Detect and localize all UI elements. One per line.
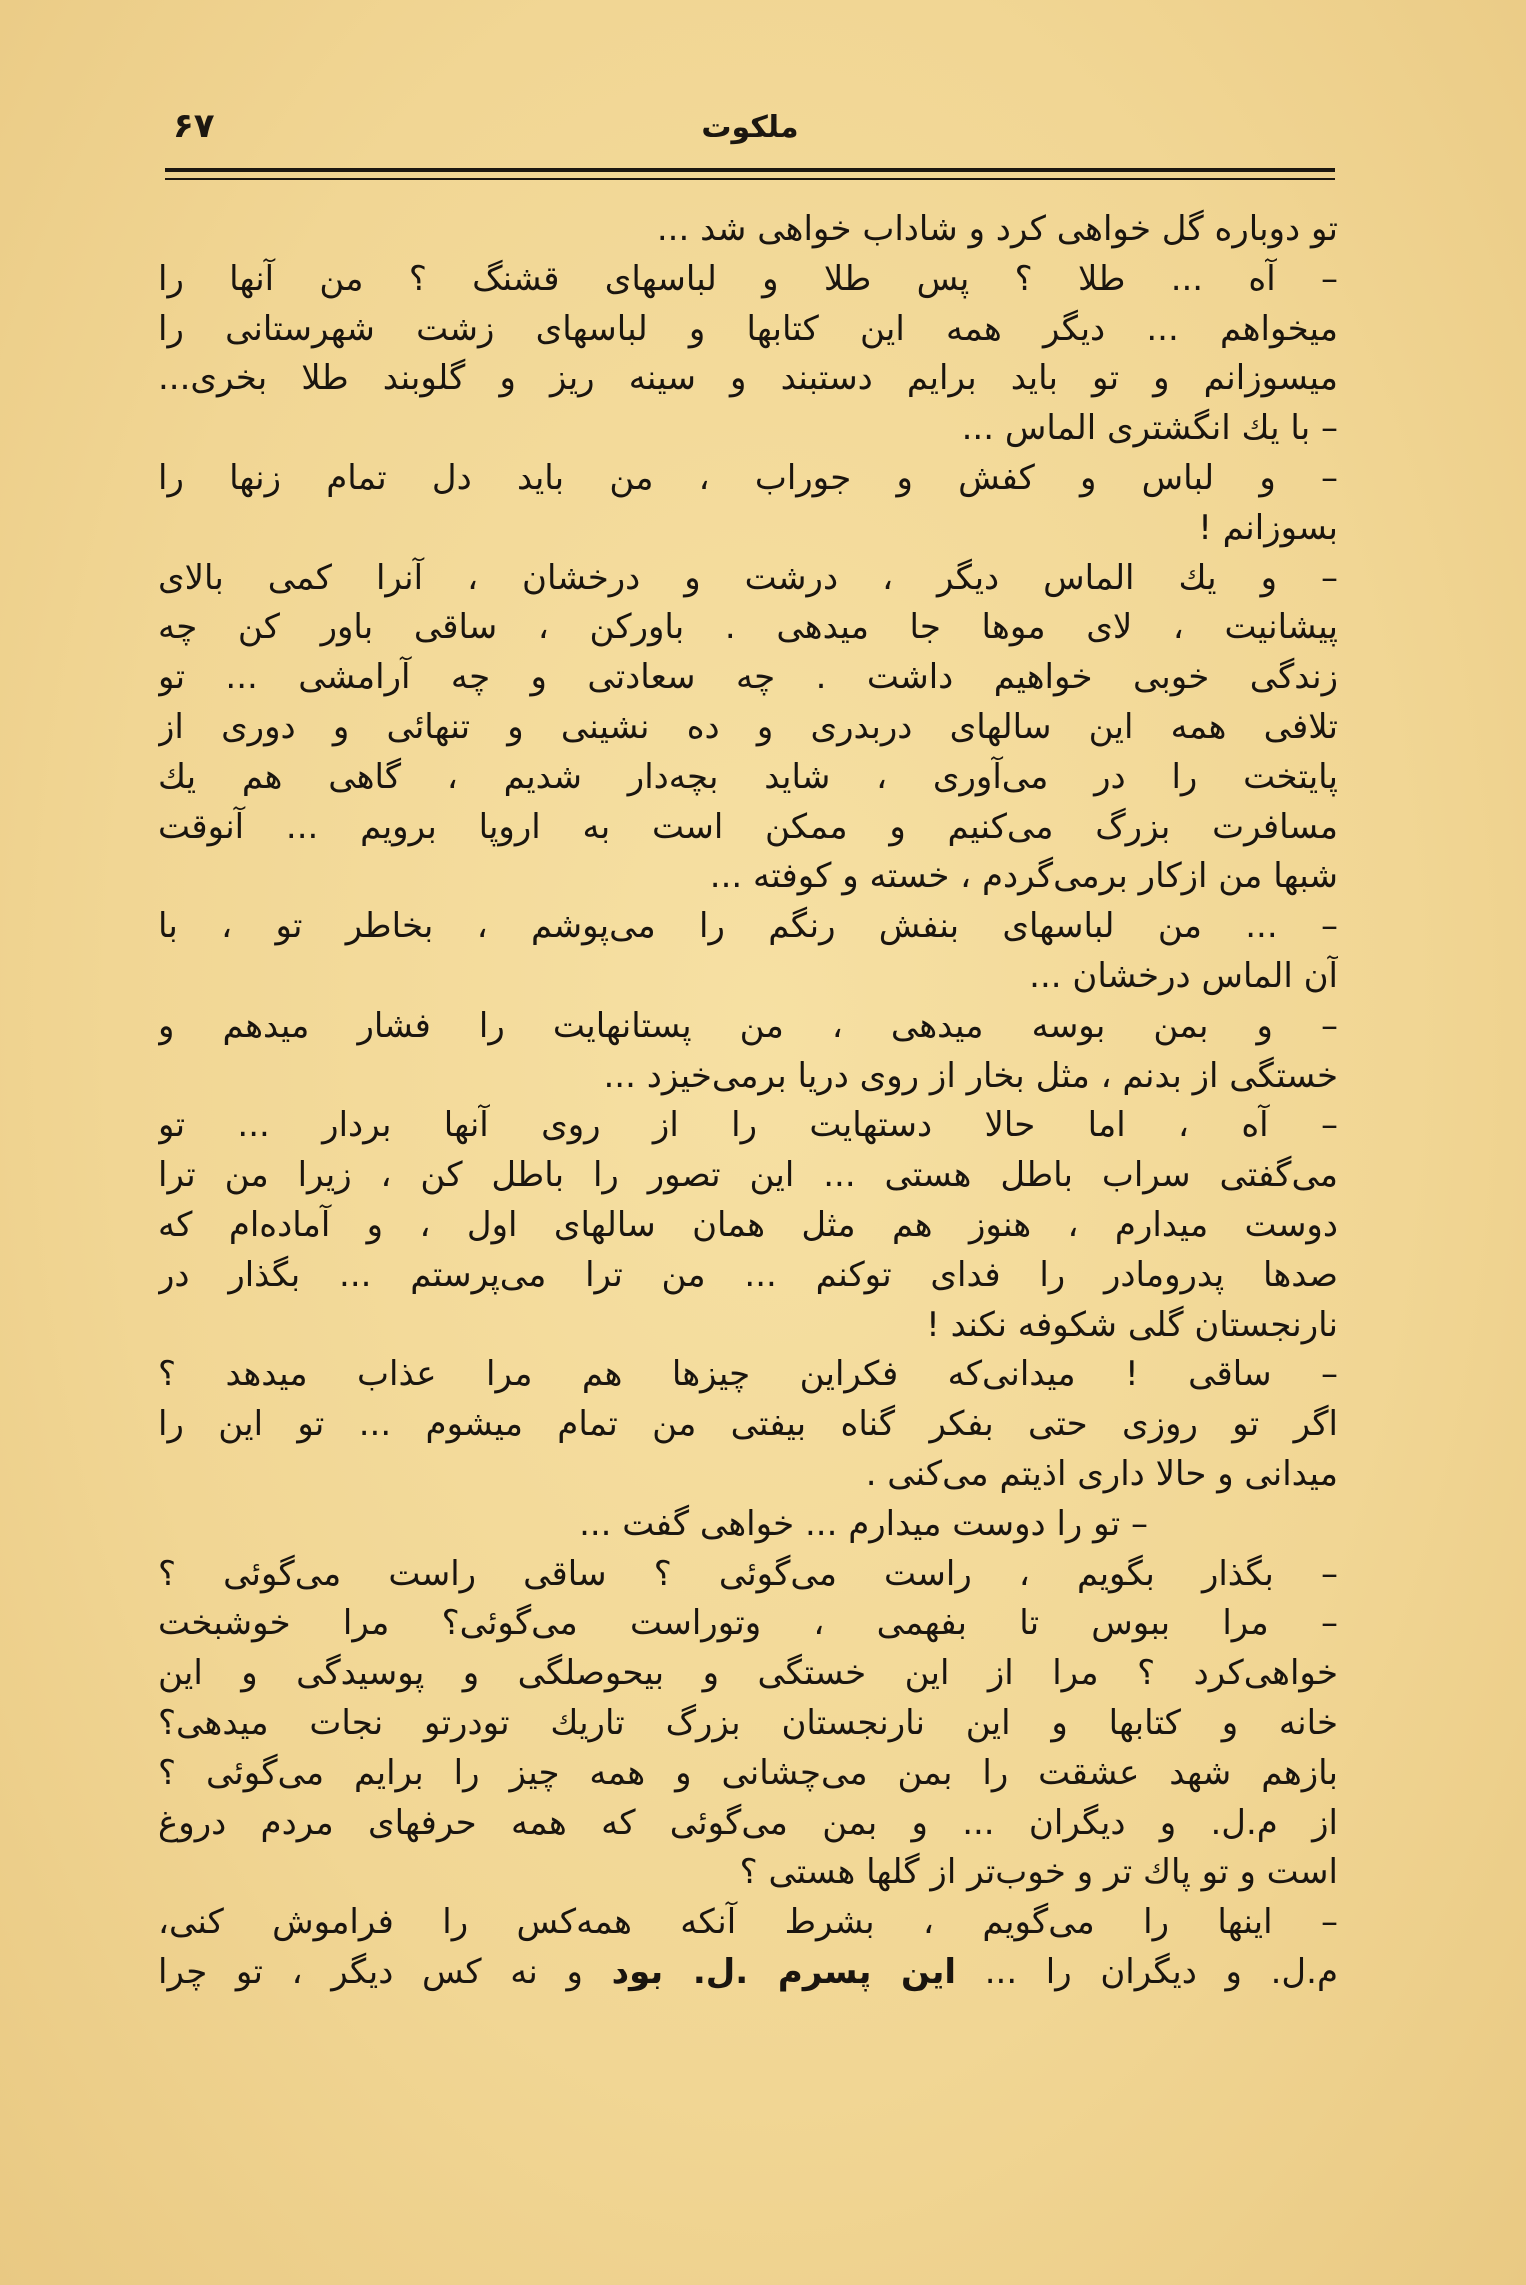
text-line: پایتخت را در می‌آوری ، شاید بچه‌دار شدیم ، گاهی هم یك — [158, 756, 1338, 797]
text-line: خواهی‌کرد ؟ مرا از این خستگی و بیحوصلگی و پوسیدگی و این — [158, 1653, 1338, 1694]
last-line-bold: این پسرم .ل. بود — [611, 1951, 957, 1992]
text-line: میخواهم ... دیگر همه این کتابها و لباسهای زشت شهرستانی را — [158, 308, 1338, 349]
running-title: ملکوت — [701, 110, 799, 145]
body-text — [158, 205, 1338, 1998]
text-line: پیشانیت ، لای موها جا میدهی . باورکن ، ساقی باور کن چه — [158, 607, 1338, 648]
text-line: نارنجستان گلی شکوفه نکند ! — [926, 1304, 1338, 1345]
text-line: است و تو پاك تر و خوب‌تر از گلها هستی ؟ — [739, 1852, 1338, 1893]
header-rule-thin — [165, 178, 1335, 180]
text-line: از م.ل. و دیگران ... و بمن می‌گوئی که همه حرفهای مردم دروغ — [158, 1802, 1338, 1843]
text-line: – با یك انگشتری الماس ... — [961, 408, 1338, 449]
text-line: خستگی از بدنم ، مثل بخار از روی دریا برمی‌خیزد ... — [603, 1055, 1338, 1096]
text-line: تلافی همه این سالهای دربدری و ده نشینی و تنهائی و دوری از — [158, 706, 1338, 747]
text-line: اگر تو روزی حتی بفکر گناه بیفتی من تمام میشوم ... تو این را — [158, 1404, 1338, 1445]
text-line-last — [158, 1948, 1338, 1998]
page-number: ۶۷ — [173, 106, 215, 146]
page-header — [165, 98, 1335, 158]
text-line: می‌گفتی سراب باطل هستی ... این تصور را باطل کن ، زیرا من ترا — [158, 1155, 1338, 1196]
text-line: – بگذار بگویم ، راست می‌گوئی ؟ ساقی راست می‌گوئی ؟ — [158, 1553, 1338, 1594]
text-line: – تو را دوست میدارم ... خواهی گفت ... — [579, 1503, 1148, 1544]
text-line: – و یك الماس دیگر ، درشت و درخشان ، آنرا کمی بالای — [158, 557, 1338, 598]
text-line: – و لباس و کفش و جوراب ، من باید دل تمام زنها را — [158, 457, 1338, 498]
text-line: صدها پدرومادر را فدای توکنم ... من ترا می‌پرستم ... بگذار در — [158, 1254, 1338, 1295]
text-line: – ساقی ! میدانی‌که فکراین چیزها هم مرا عذاب میدهد ؟ — [158, 1354, 1338, 1395]
text-line: – ... من لباسهای بنفش رنگم را می‌پوشم ، بخاطر تو ، با — [158, 906, 1338, 947]
text-line: شبها من ازکار برمی‌گردم ، خسته و کوفته ... — [709, 856, 1338, 897]
text-line: بازهم شهد عشقت را بمن می‌چشانی و همه چیز را برایم می‌گوئی ؟ — [158, 1752, 1338, 1793]
text-line: – و بمن بوسه میدهی ، من پستانهایت را فشار میدهم و — [158, 1005, 1338, 1046]
text-line: – آه ... طلا ؟ پس طلا و لباسهای قشنگ ؟ من آنها را — [158, 258, 1338, 299]
text-line: خانه و کتابها و این نارنجستان بزرگ تاریك تودرتو نجات میدهی؟ — [158, 1702, 1338, 1743]
header-rule-thick — [165, 168, 1335, 172]
text-line: – آه ، اما حالا دستهایت را از روی آنها بردار ... تو — [158, 1105, 1338, 1146]
text-line: بسوزانم ! — [1198, 507, 1338, 548]
text-line: آن الماس درخشان ... — [1029, 955, 1338, 996]
text-line: میسوزانم و تو باید برایم دستبند و سینه ریز و گلوبند طلا بخری... — [158, 358, 1338, 399]
text-line: تو دوباره گل خواهی کرد و شاداب خواهی شد ... — [656, 209, 1338, 249]
last-line-start: م.ل. و دیگران را ... — [984, 1951, 1338, 1992]
text-line: – اینها را می‌گویم ، بشرط آنکه همه‌کس را فراموش کنی، — [158, 1902, 1338, 1943]
text-line: زندگی خوبی خواهیم داشت . چه سعادتی و چه آرامشی ... تو — [158, 657, 1338, 698]
text-line: مسافرت بزرگ می‌کنیم و ممکن است به اروپا برویم ... آنوقت — [158, 806, 1338, 847]
last-line-end: و نه کس دیگر ، تو چرا — [158, 1951, 583, 1992]
text-line: دوست میدارم ، هنوز هم مثل همان سالهای اول ، و آماده‌ام که — [158, 1204, 1338, 1245]
text-line: میدانی و حالا داری اذیتم می‌کنی . — [865, 1453, 1338, 1494]
text-line: – مرا ببوس تا بفهمی ، وتوراست می‌گوئی؟ مرا خوشبخت — [158, 1603, 1338, 1644]
